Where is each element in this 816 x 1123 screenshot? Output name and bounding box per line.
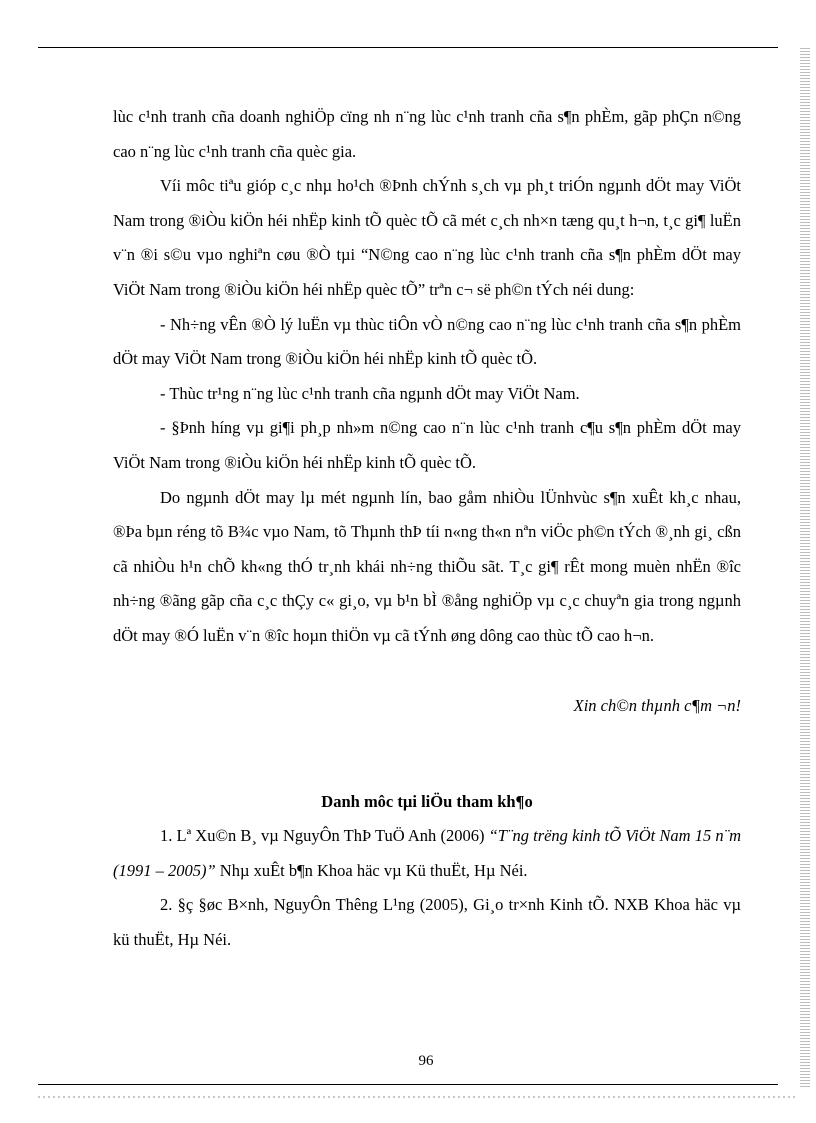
document-body [113, 100, 741, 957]
reference-1 [113, 819, 741, 888]
references-heading: Danh môc tµi liÖu tham kh¶o [321, 792, 533, 812]
bullet-2: - Thùc tr¹ng n¨ng lùc c¹nh tranh cña ngµnh dÖt may ViÖt Nam. [160, 383, 580, 403]
bullet-3: - §Þnh híng vµ gi¶i ph¸p nh»m n©ng cao n¨n lùc c¹nh tranh c¶u s¶n phÈm dÖt may ViÖt Nam trong ®iÒu kiÖn héi nhËp kinh tÕ quèc tÕ. [113, 418, 741, 472]
page-number: 96 [418, 1053, 434, 1069]
paragraph-3: Do ngµnh dÖt may lµ mét ngµnh lín, bao gåm nhiÒu lÜnhvùc s¶n xuÊt kh¸c nhau, ®Þa bµn réng tõ B¾c vµo Nam, tõ Thµnh thÞ tíi n«ng th«n nªn viÖc ph©n tÝch ®¸nh gi¸ cßn cã nhiÒu h¹n chÕ kh«ng thÓ tr¸nh khái nh÷ng thiÕu sãt. T¸c gi¶ rÊt mong muèn nhËn ®îc nh÷ng ®ãng gãp cña c¸c thÇy c« gi¸o, vµ b¹n bÌ ®ång nghiÖp vµ c¸c chuyªn gia trong ngµnh dÖt may ®Ó luËn v¨n ®îc hoµn thiÖn vµ cã tÝnh øng dông cao thùc tÕ cao h¬n. [113, 487, 741, 645]
page-border-bottom [38, 1084, 778, 1085]
reference-2: 2. §ç §øc B×nh, NguyÔn Thêng L¹ng (2005), Gi¸o tr×nh Kinh tÕ. NXB Khoa häc vµ kü thuËt, Hµ Néi. [113, 895, 741, 949]
reference-1-publisher: Nhµ xuÊt b¶n Khoa häc vµ Kü thuËt, Hµ Néi. [215, 860, 528, 880]
page-border-top [38, 47, 778, 48]
page-shadow-right [800, 47, 810, 1087]
paragraph-2: Víi môc tiªu gióp c¸c nhµ ho¹ch ®Þnh chÝnh s¸ch vµ ph¸t triÓn ngµnh dÖt may ViÖt Nam trong ®iÒu kiÖn héi nhËp kinh tÕ quèc tÕ cã mét c¸ch nh×n tæng qu¸t h¬n, t¸c gi¶ luËn v¨n ®i s©u vµo nghiªn cøu ®Ò tµi “N©ng cao n¨ng lùc c¹nh tranh cña s¶n phÈm dÖt may ViÖt Nam trong ®iÒu kiÖn héi nhËp quèc tÕ” trªn c¬ së ph©n tÝch néi dung: [113, 176, 741, 299]
bullet-1: - Nh÷ng vÊn ®Ò lý luËn vµ thùc tiÔn vÒ n©ng cao n¨ng lùc c¹nh tranh cña s¶n phÈm dÖt may ViÖt Nam trong ®iÒu kiÖn héi nhËp kinh tÕ quèc tÕ. [113, 314, 741, 369]
reference-1-authors: 1. Lª Xu©n B¸ vµ NguyÔn ThÞ TuÖ Anh (2006) [160, 826, 489, 846]
page-dotted-edge [38, 1096, 798, 1098]
closing-thanks: Xin ch©n thµnh c¶m ¬n! [573, 695, 741, 715]
reference-1-title: “T¨ng trëng kinh tÕ ViÖt Nam 15 n¨m (1991 – 2005)” [113, 826, 741, 880]
paragraph-1: lùc c¹nh tranh cña doanh nghiÖp cïng nh n¨ng lùc c¹nh tranh cña s¶n phÈm, gãp phÇn n©ng cao n¨ng lùc c¹nh tranh cña quèc gia. [113, 107, 741, 161]
